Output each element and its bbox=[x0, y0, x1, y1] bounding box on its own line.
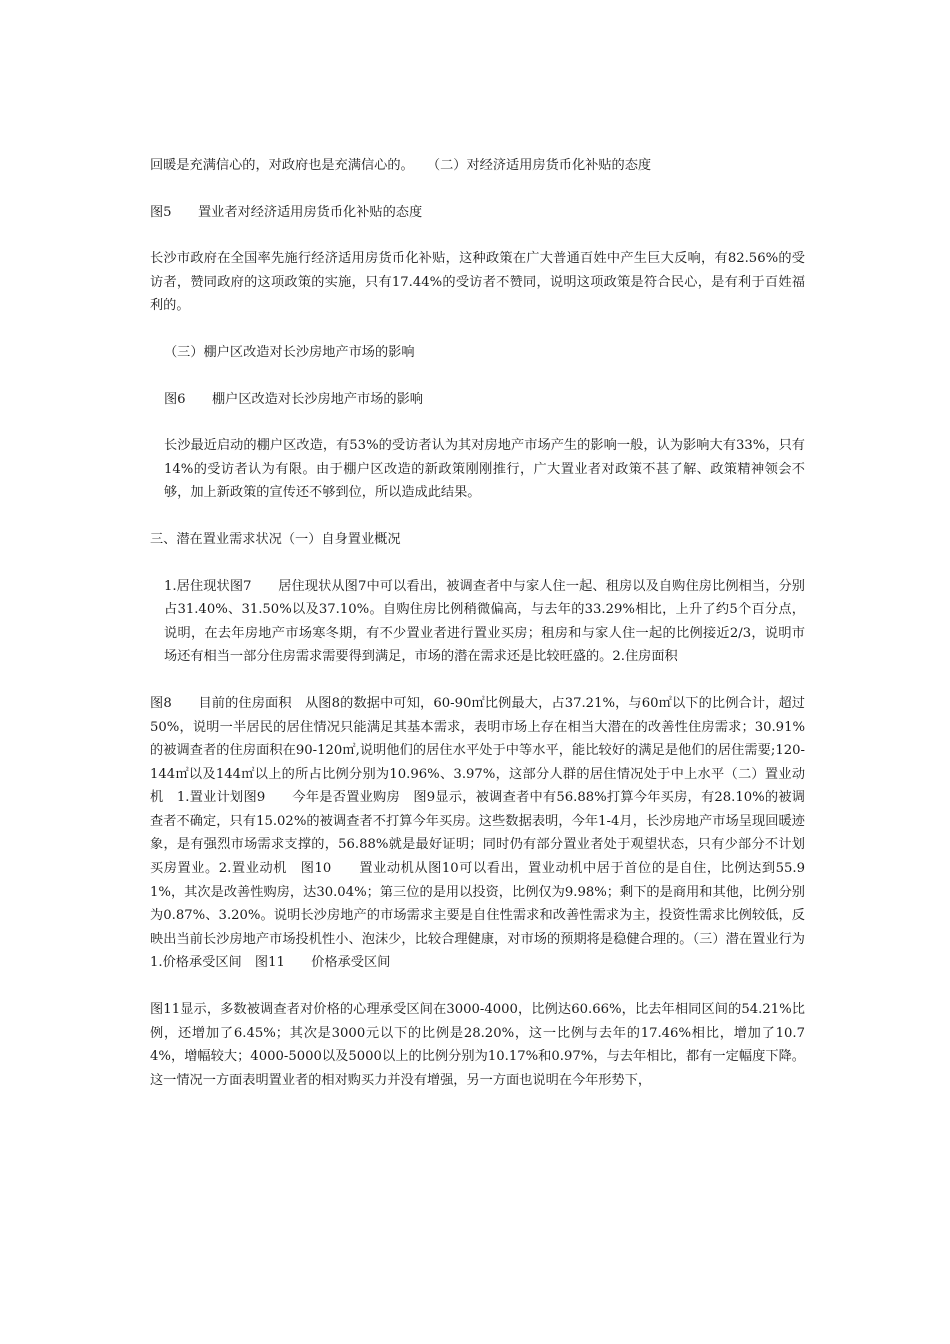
paragraph-housing-area-motives: 图8 目前的住房面积 从图8的数据中可知，60-90㎡比例最大，占37.21%，与60㎡以下的比例合计，超过50%，说明一半居民的居住情况只能满足其基本需求，表明市场上存在相当大潜在的改善性住房需求；30.91%的被调查者的住房面积在90-120㎡,说明他们的居住水平处于中等水平，能比较好的满足是他们的居住需要;120-144㎡以及144㎡以上的所占比例分别为10.96%、3.97%，这部分人群的居住情况处于中上水平（二）置业动机 1.置业计划图9 今年是否置业购房 图9显示，被调查者中有56.88%打算今年买房，有28.10%的被调查者不确定，只有15.02%的被调查者不打算今年买房。这些数据表明，今年1-4月，长沙房地产市场呈现回暖迹象，是有强烈市场需求支撑的，56.88%就是最好证明；同时仍有部分置业者处于观望状态，只有少部分不计划买房置业。2.置业动机 图10 置业动机从图10可以看出，置业动机中居于首位的是自住，比例达到55.91%，其次是改善性购房，达30.04%；第三位的是用以投资，比例仅为9.98%；剩下的是商用和其他，比例分别为0.87%、3.20%。说明长沙房地产的市场需求主要是自住性需求和改善性需求为主，投资性需求比例较低，反映出当前长沙房地产市场投机性小、泡沫少，比较合理健康，对市场的预期将是稳健合理的。（三）潜在置业行为1.价格承受区间 图11 价格承受区间 bbox=[150, 695, 805, 971]
paragraph-living-status: 1.居住现状图7 居住现状从图7中可以看出，被调查者中与家人住一起、租房以及自购住房比例相当，分别占31.40%、31.50%以及37.10%。自购住房比例稍微偏高，与去年的33.29%相比，上升了约5个百分点，说明，在去年房地产市场寒冬期，有不少置业者进行置业买房；租房和与家人住一起的比例接近2/3，说明市场还有相当一部分住房需求需要得到满足，市场的潜在需求还是比较旺盛的。2.住房面积 bbox=[164, 578, 805, 665]
section-heading-shantytown: （三）棚户区改造对长沙房地产市场的影响 bbox=[164, 344, 415, 360]
figure-5-caption: 图5 置业者对经济适用房货币化补贴的态度 bbox=[150, 204, 423, 220]
paragraph-subsidy-attitude: 长沙市政府在全国率先施行经济适用房货币化补贴，这种政策在广大普通百姓中产生巨大反响，有82.56%的受访者，赞同政府的这项政策的实施，只有17.44%的受访者不赞同，说明这项政策是符合民心，是有利于百姓福利的。 bbox=[150, 251, 805, 314]
figure-6-caption: 图6 棚户区改造对长沙房地产市场的影响 bbox=[164, 391, 423, 407]
paragraph-price-range: 图11显示，多数被调查者对价格的心理承受区间在3000-4000，比例达60.66%，比去年相同区间的54.21%比例，还增加了6.45%；其次是3000元以下的比例是28.20%，这一比例与去年的17.46%相比，增加了10.74%，增幅较大；4000-5000以及5000以上的比例分别为10.17%和0.97%，与去年相比，都有一定幅度下降。这一情况一方面表明置业者的相对购买力并没有增强，另一方面也说明在今年形势下， bbox=[150, 1002, 805, 1088]
paragraph-shantytown-impact: 长沙最近启动的棚户区改造，有53%的受访者认为其对房地产市场产生的影响一般，认为影响大有33%，只有14%的受访者认为有限。由于棚户区改造的新政策刚刚推行，广大置业者对政策不甚了解、政策精神领会不够，加上新政策的宣传还不够到位，所以造成此结果。 bbox=[164, 438, 805, 501]
document-page bbox=[150, 154, 805, 1115]
paragraph-continuation: 回暖是充满信心的，对政府也是充满信心的。 （二）对经济适用房货币化补贴的态度 bbox=[150, 158, 652, 173]
section-heading-potential-demand: 三、潜在置业需求状况（一）自身置业概况 bbox=[150, 531, 401, 547]
